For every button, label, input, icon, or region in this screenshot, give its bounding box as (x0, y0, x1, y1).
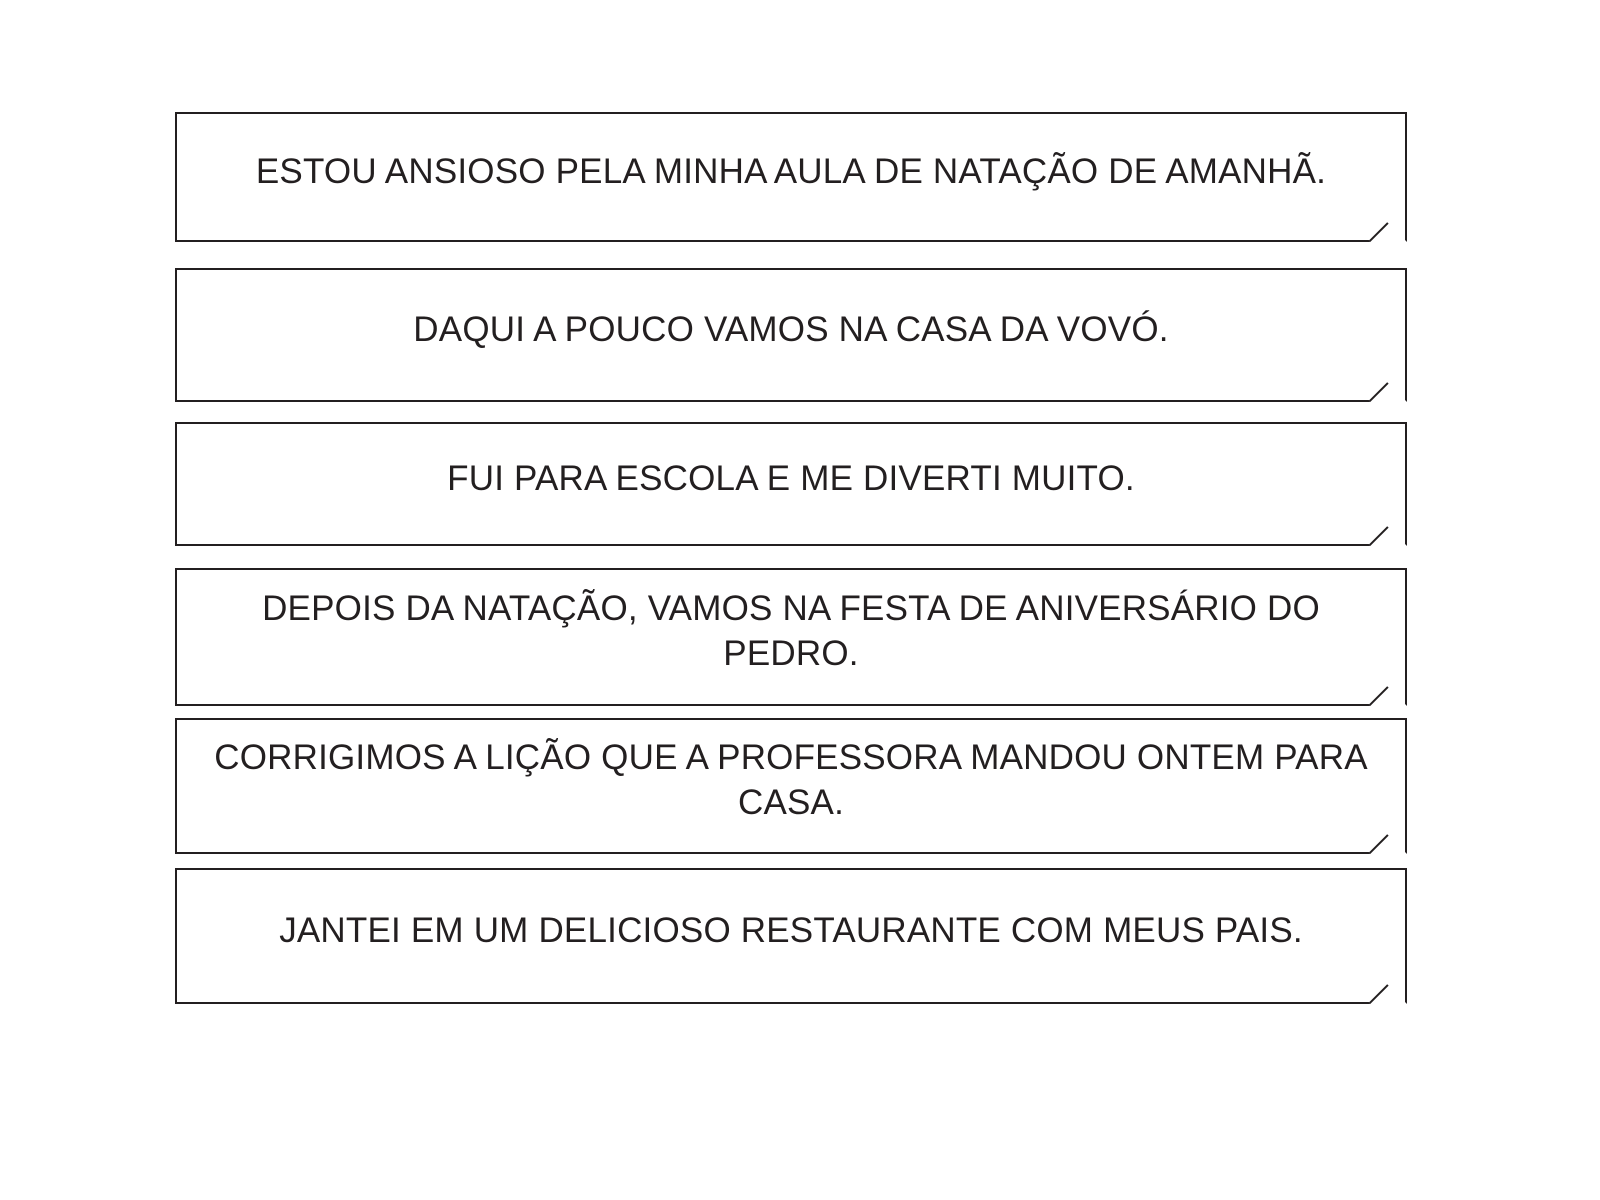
sentence-text: ESTOU ANSIOSO PELA MINHA AULA DE NATAÇÃO DE AMANHÃ. (255, 151, 1327, 191)
sentence-text: DAQUI A POUCO VAMOS NA CASA DA VOVÓ. (413, 309, 1169, 349)
sentence-text: JANTEI EM UM DELICIOSO RESTAURANTE COM MEUS PAIS. (279, 910, 1303, 950)
folded-corner-icon (1369, 526, 1407, 564)
folded-corner-icon (1369, 834, 1407, 872)
sentence-text: DEPOIS DA NATAÇÃO, VAMOS NA FESTA DE ANIVERSÁRIO DO PEDRO. (262, 589, 1330, 673)
sentence-card[interactable] (175, 868, 1407, 1004)
sentence-card[interactable] (175, 422, 1407, 546)
sentence-card[interactable] (175, 568, 1407, 706)
sentence-text: FUI PARA ESCOLA E ME DIVERTI MUITO. (447, 458, 1135, 498)
folded-corner-icon (1369, 382, 1407, 420)
sentence-card[interactable] (175, 112, 1407, 242)
sentence-text: CORRIGIMOS A LIÇÃO QUE A PROFESSORA MANDOU ONTEM PARA CASA. (214, 738, 1378, 822)
sentence-card-list (175, 112, 1407, 1004)
folded-corner-icon (1369, 222, 1407, 260)
folded-corner-icon (1369, 984, 1407, 1022)
sentence-card[interactable] (175, 718, 1407, 854)
sentence-card[interactable] (175, 268, 1407, 402)
